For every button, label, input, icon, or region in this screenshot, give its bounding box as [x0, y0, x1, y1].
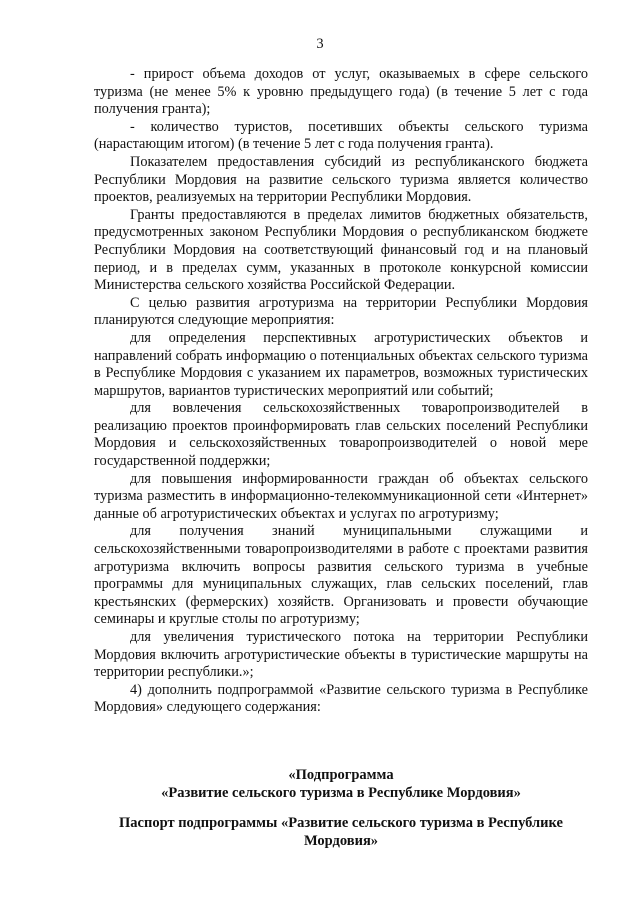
paragraph: для увеличения туристического потока на территории Республики Мордовия включить агротуристические объекты в туристические маршруты на территории республики.»;	[94, 629, 588, 681]
paragraph: 4) дополнить подпрограммой «Развитие сельского туризма в Республике Мордовия» следующего содержания:	[94, 681, 588, 716]
document-body	[94, 66, 588, 717]
paragraph: для повышения информированности граждан об объектах сельского туризма разместить в информационно-телекоммуникационной сети «Интернет» данные об агротуристических объектах и услугах по агротуризму;	[94, 470, 588, 522]
paragraph: для вовлечения сельскохозяйственных товаропроизводителей в реализацию проектов проинформировать глав сельских поселений Республики Мордовия и сельскохозяйственных товаропроизводителей о новой мере государственной поддержки;	[94, 400, 588, 470]
paragraph: - прирост объема доходов от услуг, оказываемых в сфере сельского туризма (не менее 5% к уровню предыдущего года) (в течение 5 лет с года получения гранта);	[94, 66, 588, 118]
paragraph: для определения перспективных агротуристических объектов и направлений собрать информацию о потенциальных объектах сельского туризма в Республике Мордовия с указанием их параметров, возможных туристических маршрутов, вариантов туристических мероприятий или событий;	[94, 329, 588, 399]
subprogram-title: «Развитие сельского туризма в Республике Мордовия»	[161, 785, 521, 801]
page-number: 3	[316, 36, 324, 52]
subprogram-heading: «Подпрограмма	[288, 767, 394, 783]
section-headings	[94, 766, 588, 850]
paragraph: Гранты предоставляются в пределах лимитов бюджетных обязательств, предусмотренных законом Республики Мордовия о республиканском бюджете Республики Мордовия на соответствующий финансовый год и на плановый период, и в пределах сумм, указанных в протоколе конкурсной комиссии Министерства сельского хозяйства Российской Федерации.	[94, 206, 588, 294]
paragraph: Показателем предоставления субсидий из республиканского бюджета Республики Мордовия на развитие сельского туризма является количество проектов, реализуемых на территории Республики Мордовия.	[94, 153, 588, 206]
passport-heading: Паспорт подпрограммы «Развитие сельского туризма в Республике Мордовия»	[119, 815, 563, 849]
paragraph: для получения знаний муниципальными служащими и сельскохозяйственными товаропроизводителями в работе с проектами развития агротуризма включить вопросы развития сельского туризма в учебные программы для муниципальных служащих, глав сельских поселений, глав крестьянских (фермерских) хозяйств. Организовать и провести обучающие семинары и круглые столы по агротуризму;	[94, 523, 588, 628]
paragraph: - количество туристов, посетивших объекты сельского туризма (нарастающим итогом) (в течение 5 лет с года получения гранта).	[94, 118, 588, 153]
paragraph: С целью развития агротуризма на территории Республики Мордовия планируются следующие мероприятия:	[94, 294, 588, 329]
